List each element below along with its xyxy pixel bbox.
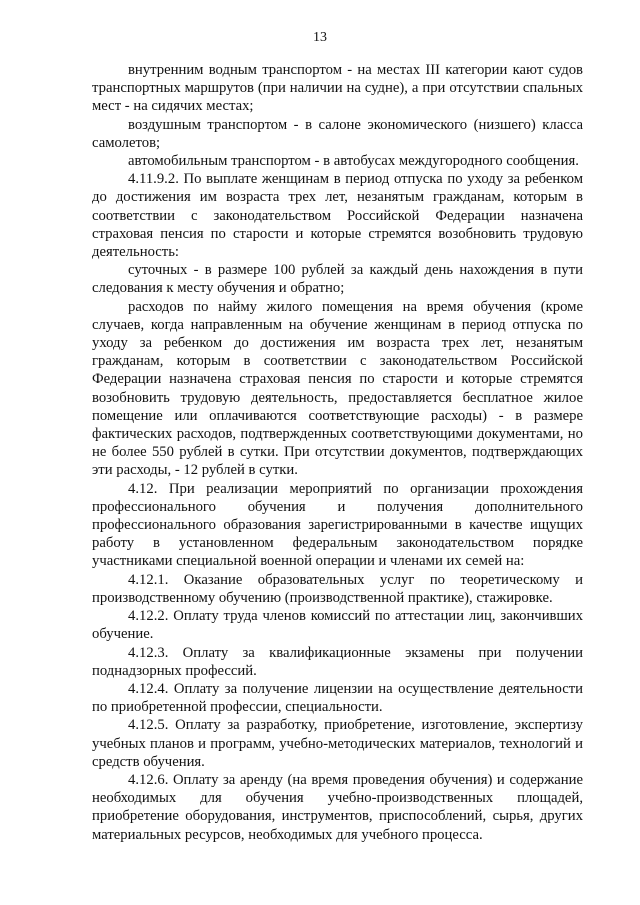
paragraph-air-transport: воздушным транспортом - в салоне экономического (низшего) класса самолетов; bbox=[92, 116, 583, 151]
paragraph-4-12: 4.12. При реализации мероприятий по организации прохождения профессионального обучения и получения дополнительного профессионального образования зарегистрированными в качестве ищущих работу в установленном федеральным законодательством порядке участниками специальной военной операции и членами их семей на: bbox=[92, 480, 583, 570]
paragraph-4-12-6: 4.12.6. Оплату за аренду (на время проведения обучения) и содержание необходимых для обучения учебно-производственных площадей, приобретение оборудования, инструментов, приспособлений, сырья, других материальных ресурсов, необходимых для учебного процесса. bbox=[92, 771, 583, 843]
paragraph-4-11-9-2: 4.11.9.2. По выплате женщинам в период отпуска по уходу за ребенком до достижения им возраста трех лет, незанятым гражданам, которым в соответствии с законодательством Российской Федерации назначена страховая пенсия по старости и которые стремятся возобновить трудовую деятельность: bbox=[92, 171, 583, 261]
paragraph-4-12-2: 4.12.2. Оплату труда членов комиссий по аттестации лиц, закончивших обучение. bbox=[92, 608, 583, 643]
paragraph-daily-allowance: суточных - в размере 100 рублей за каждый день нахождения в пути следования к месту обучения и обратно; bbox=[92, 262, 583, 297]
paragraph-4-12-1: 4.12.1. Оказание образовательных услуг по теоретическому и производственному обучению (производственной практике), стажировке. bbox=[92, 571, 583, 606]
paragraph-4-12-5: 4.12.5. Оплату за разработку, приобретение, изготовление, экспертизу учебных планов и программ, учебно-методических материалов, технологий и средств обучения. bbox=[92, 717, 583, 770]
page-number: 13 bbox=[313, 30, 327, 45]
paragraph-road-transport: автомобильным транспортом - в автобусах междугородного сообщения. bbox=[128, 153, 579, 170]
paragraph-4-12-4: 4.12.4. Оплату за получение лицензии на осуществление деятельности по приобретенной профессии, специальности. bbox=[92, 680, 583, 716]
document-body bbox=[92, 61, 583, 844]
paragraph-4-12-3: 4.12.3. Оплату за квалификационные экзамены при получении поднадзорных профессий. bbox=[92, 644, 583, 679]
paragraph-water-transport: внутренним водным транспортом - на местах III категории кают судов транспортных маршрутов (при наличии на судне), а при отсутствии спальных мест - на сидячих местах; bbox=[92, 62, 583, 115]
paragraph-housing-expenses: расходов по найму жилого помещения на время обучения (кроме случаев, когда направленным на обучение женщинам в период отпуска по уходу за ребенком до достижения им возраста трех лет, незанятым гражданам, которым в соответствии с законодательством Российской Федерации назначена страховая пенсия по старости и которые стремятся возобновить трудовую деятельность, предоставляется бесплатное жилое помещение или оплачиваются соответствующие расходы) - в размере фактических расходов, подтвержденных соответствующими документами, но не более 550 рублей в сутки. При отсутствии документов, подтверждающих эти расходы, - 12 рублей в сутки. bbox=[92, 298, 583, 479]
